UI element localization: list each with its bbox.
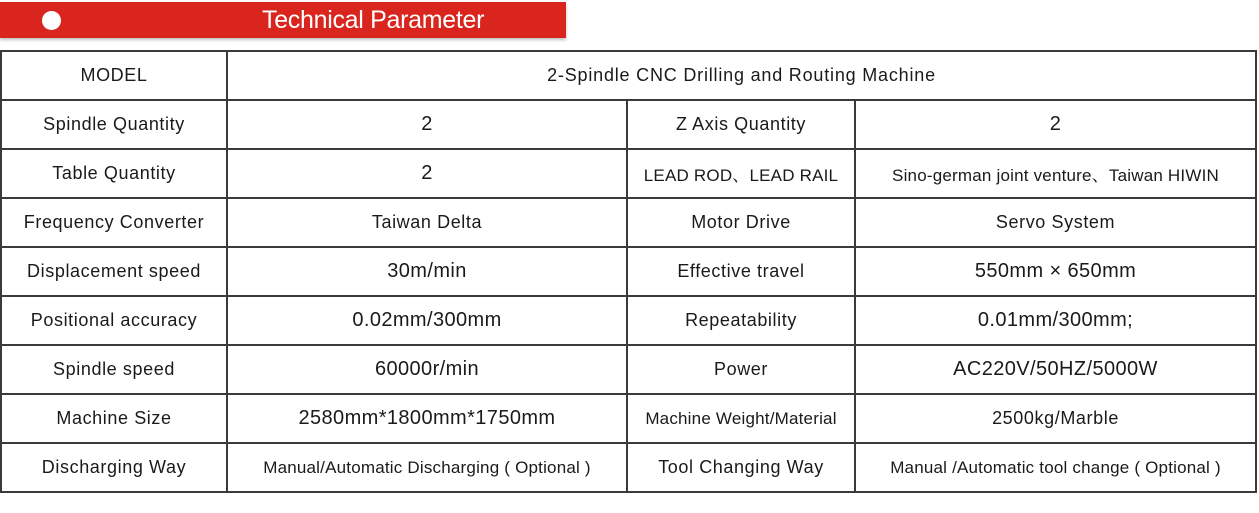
spec-value: 2 — [227, 100, 627, 149]
section-header-banner — [0, 2, 566, 38]
section-title: Technical Parameter — [262, 6, 485, 34]
table-row — [1, 247, 1256, 296]
spec-label: Machine Size — [1, 394, 227, 443]
spec-value: Taiwan Delta — [227, 198, 627, 247]
spec-value: 30m/min — [227, 247, 627, 296]
spec-value: AC220V/50HZ/5000W — [855, 345, 1256, 394]
spec-value: Manual /Automatic tool change ( Optional ) — [855, 443, 1256, 492]
table-row — [1, 149, 1256, 198]
table-row — [1, 394, 1256, 443]
spec-label: Motor Drive — [627, 198, 855, 247]
spec-label: Effective travel — [627, 247, 855, 296]
spec-value: 0.01mm/300mm; — [855, 296, 1256, 345]
model-value: 2-Spindle CNC Drilling and Routing Machine — [227, 51, 1256, 100]
bullet-dot-icon — [42, 11, 61, 30]
spec-value: 2 — [227, 149, 627, 198]
spec-value: 550mm × 650mm — [855, 247, 1256, 296]
spec-value: Manual/Automatic Discharging ( Optional ) — [227, 443, 627, 492]
spec-value: Servo System — [855, 198, 1256, 247]
spec-label: Power — [627, 345, 855, 394]
spec-label: Positional accuracy — [1, 296, 227, 345]
spec-label: Machine Weight/Material — [627, 394, 855, 443]
spec-value: 0.02mm/300mm — [227, 296, 627, 345]
spec-value: 2500kg/Marble — [855, 394, 1256, 443]
spec-label: Displacement speed — [1, 247, 227, 296]
spec-value: 2580mm*1800mm*1750mm — [227, 394, 627, 443]
table-row-model — [1, 51, 1256, 100]
spec-value: Sino-german joint venture、Taiwan HIWIN — [855, 149, 1256, 198]
technical-parameter-table — [0, 50, 1257, 493]
spec-label: LEAD ROD、LEAD RAIL — [627, 149, 855, 198]
table-row — [1, 296, 1256, 345]
spec-label: Discharging Way — [1, 443, 227, 492]
table-row — [1, 100, 1256, 149]
table-row — [1, 198, 1256, 247]
table-row — [1, 443, 1256, 492]
spec-label: Repeatability — [627, 296, 855, 345]
spec-label: Table Quantity — [1, 149, 227, 198]
spec-label: Spindle Quantity — [1, 100, 227, 149]
spec-label: Tool Changing Way — [627, 443, 855, 492]
spec-value: 2 — [855, 100, 1256, 149]
table-row — [1, 345, 1256, 394]
spec-label: Frequency Converter — [1, 198, 227, 247]
spec-value: 60000r/min — [227, 345, 627, 394]
model-label: MODEL — [1, 51, 227, 100]
spec-label: Spindle speed — [1, 345, 227, 394]
spec-label: Z Axis Quantity — [627, 100, 855, 149]
